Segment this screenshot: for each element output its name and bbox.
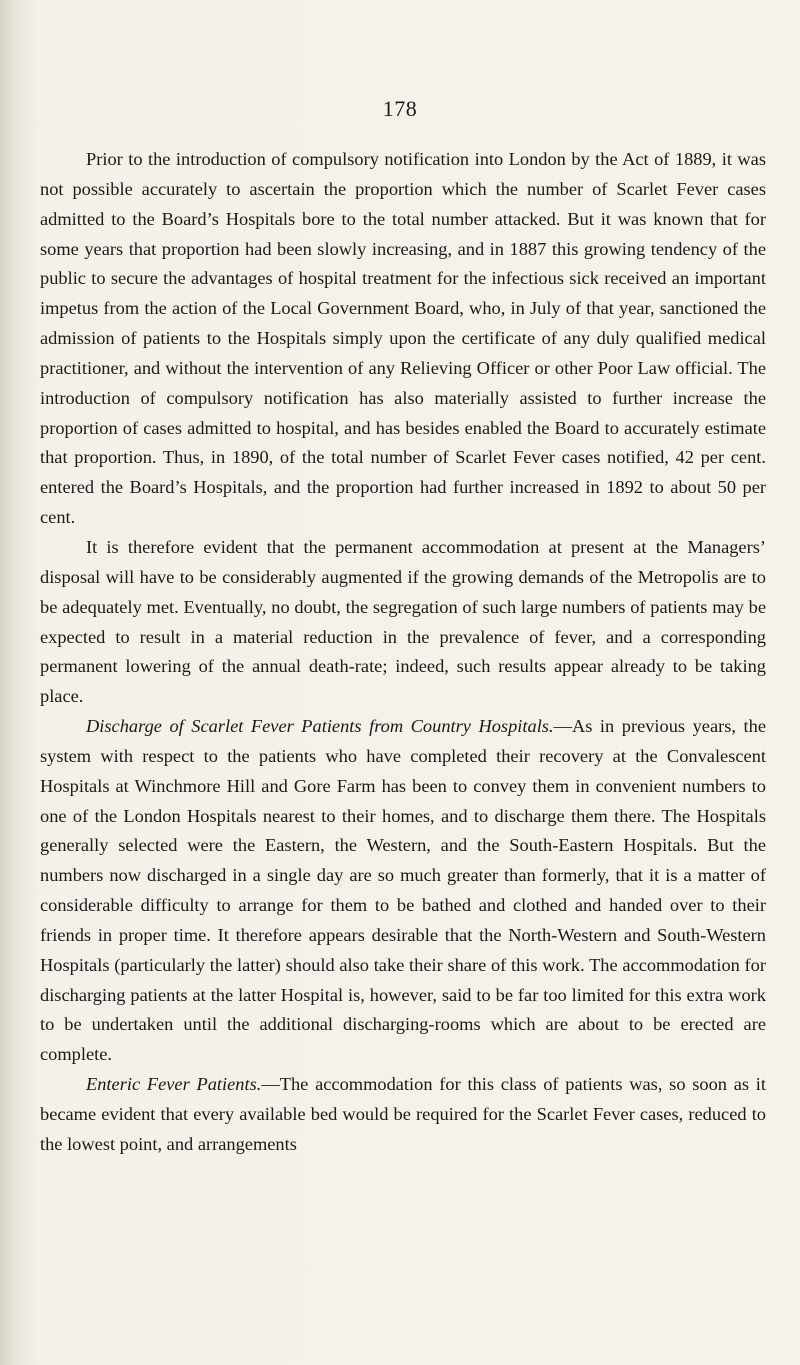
paragraph-text: It is therefore evident that the permanent accommodation at present at the Managers’ disposal will have to be considerably augmented if the growing demands of the Metropolis are to be adequately met. Eventually, no doubt, the segregation of such large numbers of patients may be expected to result in a material reduction in the prevalence of fever, and a corresponding permanent lowering of the annual death-rate; indeed, such results appear already to be taking place. bbox=[40, 536, 766, 707]
paragraph-enteric-fever bbox=[40, 1070, 766, 1160]
paragraph-discharge-of-patients bbox=[40, 712, 766, 1070]
paragraph-text: —As in previous years, the system with respect to the patients who have completed their recovery at the Convalescent Hospitals at Winchmore Hill and Gore Farm has been to convey them in convenient numbers to one of the London Hospitals nearest to their homes, and to discharge them there. The Hospitals generally selected were the Eastern, the Western, and the South-Eastern Hospitals. But the numbers now discharged in a single day are so much greater than formerly, that it is a matter of considerable difficulty to arrange for them to be bathed and clothed and handed over to their friends in proper time. It therefore appears desirable that the North-Western and South-Western Hospitals (particularly the latter) should also take their share of this work. The accommodation for discharging patients at the latter Hospital is, however, said to be far too limited for this extra work to be undertaken until the additional discharging-rooms which are about to be erected are complete. bbox=[40, 716, 766, 1065]
section-heading-discharge: Discharge of Scarlet Fever Patients from Country Hospitals. bbox=[86, 716, 554, 737]
page-number: 178 bbox=[382, 96, 418, 121]
paragraph-text: —The accommodation for this class of patients was, so soon as it became evident that every available bed would be required for the Scarlet Fever cases, reduced to the lowest point, and arrangements bbox=[40, 1074, 766, 1154]
paragraph-text: Prior to the introduction of compulsory notification into London by the Act of 1889, it was not possible accurately to ascertain the proportion which the number of Scarlet Fever cases admitted to the Board’s Hospitals bore to the total number attacked. But it was known that for some years that proportion had been slowly increasing, and in 1887 this growing tendency of the public to secure the advantages of hospital treatment for the infectious sick received an important impetus from the action of the Local Government Board, who, in July of that year, sanctioned the admission of patients to the Hospitals simply upon the certificate of any duly qualified medical practitioner, and without the intervention of any Relieving Officer or other Poor Law official. The introduction of compulsory notification has also materially assisted to further increase the proportion of cases admitted to hospital, and has besides enabled the Board to accurately estimate that proportion. Thus, in 1890, of the total number of Scarlet Fever cases notified, 42 per cent. entered the Board’s Hospitals, and the proportion had further increased in 1892 to about 50 per cent. bbox=[40, 149, 766, 528]
section-heading-enteric: Enteric Fever Patients. bbox=[86, 1074, 262, 1095]
paragraph-permanent-accommodation bbox=[40, 533, 766, 712]
paragraph-notification-proportion bbox=[40, 145, 766, 533]
body-text bbox=[40, 145, 766, 1160]
